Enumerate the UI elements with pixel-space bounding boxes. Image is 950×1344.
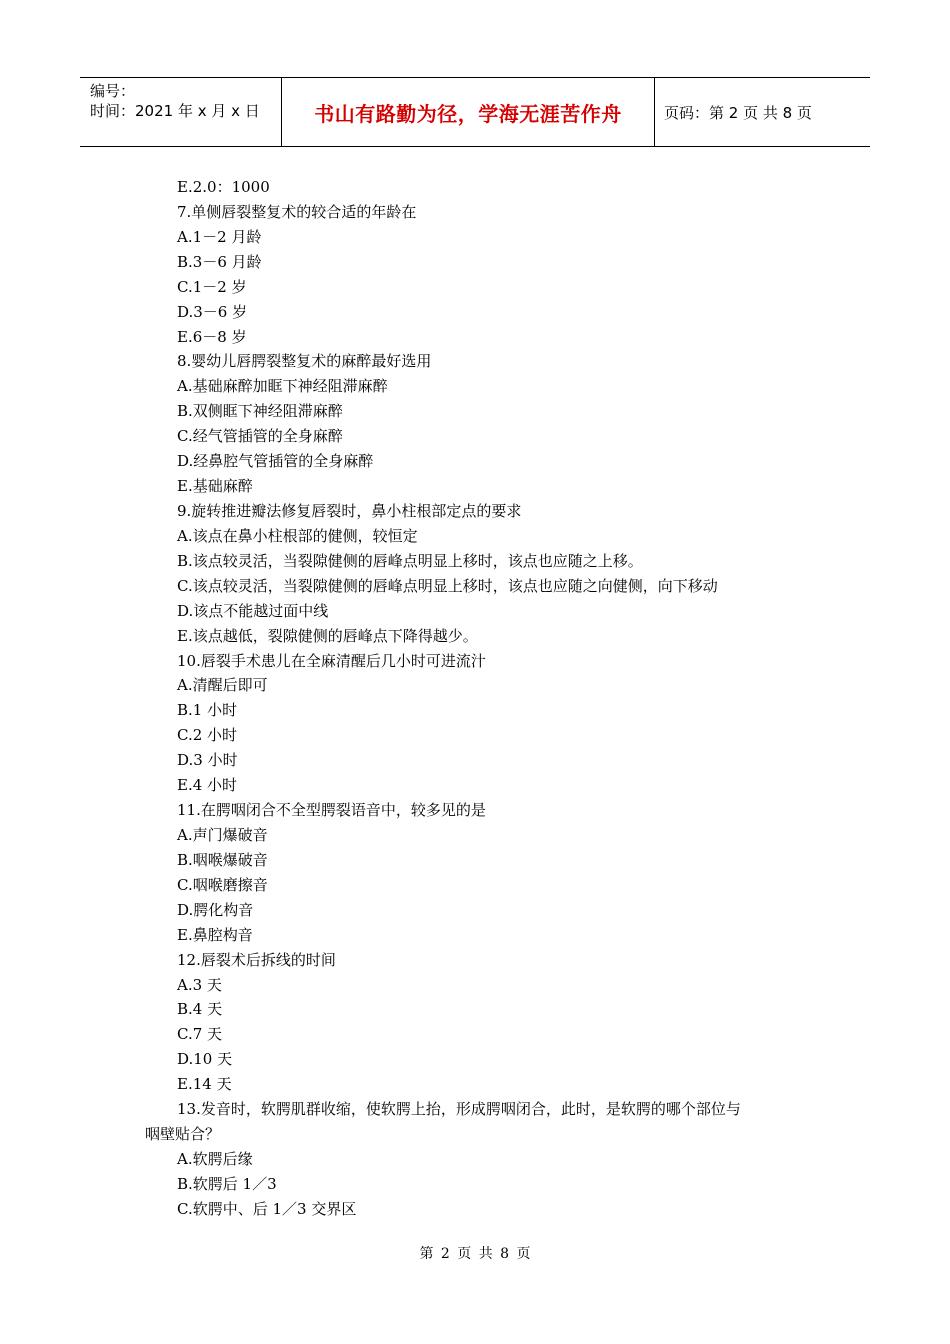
- text-line: A.该点在鼻小柱根部的健侧，较恒定: [177, 526, 418, 545]
- header-page-cell: [655, 78, 870, 146]
- text-line: B.该点较灵活，当裂隙健侧的唇峰点明显上移时，该点也应随之上移。: [177, 551, 643, 570]
- text-line: D.腭化构音: [177, 900, 254, 919]
- text-line: A.软腭后缘: [177, 1149, 253, 1168]
- text-line: 13.发音时，软腭肌群收缩，使软腭上抬，形成腭咽闭合，此时，是软腭的哪个部位与: [177, 1100, 741, 1119]
- text-line: A.基础麻醉加眶下神经阻滞麻醉: [177, 377, 388, 396]
- text-line: B.3－6 月龄: [177, 252, 262, 271]
- text-line: 8.婴幼儿唇腭裂整复术的麻醉最好选用: [177, 352, 432, 371]
- text-line: 12.唇裂术后拆线的时间: [177, 950, 336, 969]
- text-line: D.该点不能越过面中线: [177, 601, 329, 620]
- text-line: E.4 小时: [177, 776, 238, 795]
- text-line: 7.单侧唇裂整复术的较合适的年龄在: [177, 202, 417, 221]
- header-motto: 书山有路勤为径，学海无涯苦作舟: [314, 101, 622, 126]
- text-line: 11.在腭咽闭合不全型腭裂语音中，较多见的是: [177, 801, 486, 820]
- question-body: [145, 175, 825, 1222]
- text-line: A.3 天: [177, 975, 222, 994]
- text-line: D.3 小时: [177, 751, 238, 770]
- header-info-cell: [80, 78, 281, 146]
- text-line: E.6－8 岁: [177, 327, 247, 346]
- text-line: C.7 天: [177, 1025, 223, 1044]
- text-line: A.声门爆破音: [177, 825, 268, 844]
- text-line: A.1－2 月龄: [177, 227, 262, 246]
- page-header: [80, 77, 870, 147]
- text-line: C.1－2 岁: [177, 277, 247, 296]
- text-line: E.鼻腔构音: [177, 925, 253, 944]
- text-line: 咽壁贴合？: [145, 1125, 221, 1144]
- page-footer: 第 2 页 共 8 页: [419, 1246, 531, 1262]
- text-line: E.14 天: [177, 1075, 232, 1094]
- text-line: D.3－6 岁: [177, 302, 248, 321]
- text-line: C.软腭中、后 1／3 交界区: [177, 1199, 357, 1218]
- text-line: B.双侧眶下神经阻滞麻醉: [177, 402, 343, 421]
- document-time-label: 时间：2021 年 x 月 x 日: [90, 102, 260, 120]
- header-page-code: 页码：第 2 页 共 8 页: [664, 103, 812, 122]
- text-line: E.基础麻醉: [177, 477, 253, 496]
- text-line: B.咽喉爆破音: [177, 850, 268, 869]
- text-line: C.经气管插管的全身麻醉: [177, 427, 343, 446]
- text-line: D.10 天: [177, 1050, 233, 1069]
- text-line: C.2 小时: [177, 726, 238, 745]
- text-line: E.2.0：1000: [177, 178, 270, 196]
- header-motto-cell: [281, 78, 655, 146]
- text-line: B.4 天: [177, 1000, 223, 1019]
- text-line: D.经鼻腔气管插管的全身麻醉: [177, 452, 374, 471]
- document-number-label: 编号：: [90, 82, 136, 100]
- text-line: 9.旋转推进瓣法修复唇裂时，鼻小柱根部定点的要求: [177, 501, 522, 520]
- text-line: B.软腭后 1／3: [177, 1174, 277, 1193]
- text-line: B.1 小时: [177, 701, 238, 720]
- text-line: A.清醒后即可: [177, 676, 268, 695]
- text-line: 10.唇裂手术患儿在全麻清醒后几小时可进流汁: [177, 651, 486, 670]
- text-line: C.咽喉磨擦音: [177, 875, 268, 894]
- text-line: C.该点较灵活，当裂隙健侧的唇峰点明显上移时，该点也应随之向健侧，向下移动: [177, 576, 718, 595]
- text-line: E.该点越低，裂隙健侧的唇峰点下降得越少。: [177, 626, 478, 645]
